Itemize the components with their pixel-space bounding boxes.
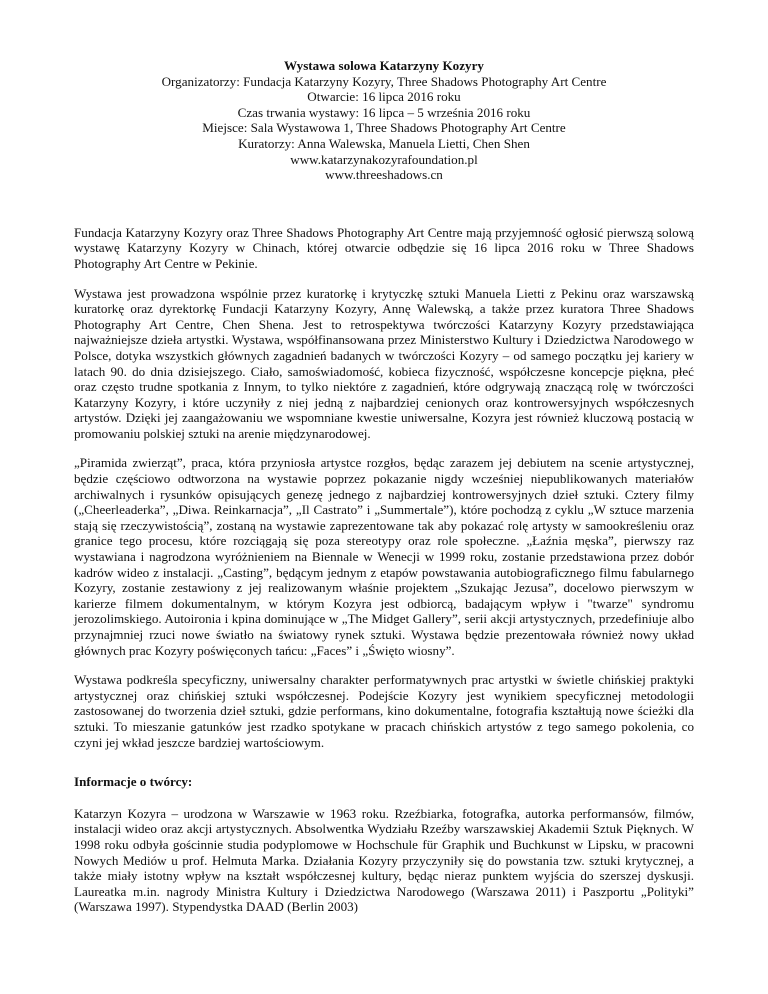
duration-line: Czas trwania wystawy: 16 lipca – 5 września 2016 roku — [237, 104, 531, 120]
threeshadows-url: www.threeshadows.cn — [325, 167, 443, 183]
intro-paragraph: Fundacja Katarzyny Kozyry oraz Three Shadows Photography Art Centre mają przyjemność ogłosić pierwszą solową wystawę Katarzyny Kozyry w Chinach, której otwarcie odbędzie się 16 lipca 2016 roku w Three Shadows Photography Art Centre w Pekinie. — [74, 224, 694, 271]
works-paragraph: „Piramida zwierząt”, praca, która przyniosła artystce rozgłos, będąc zarazem jej debiutem na scenie artystycznej, będzie częściowo odtworzona na wystawie poprzez pokazanie nigdy wcześniej niepublikowanych materiałów archiwalnych i rysunków opisujących genezę jednego z najbardziej kontrowersyjnych dzieł sztuki. Cztery filmy („Cheerleaderka”, „Diwa. Reinkarnacja”, „Il Castrato” i „Summertale”), które pochodzą z cyklu „W sztuce marzenia stają się rzeczywistością”, zostaną na wystawie zaprezentowane tak aby pokazać rolę artysty w samookreśleniu oraz granice tego procesu, które rozciągają się poza stereotypy oraz role społeczne. „Łaźnia męska”, pierwszy raz wystawiana i nagrodzona wyróżnieniem na Biennale w Wenecji w 1999 roku, zostanie przedstawiona przez dobór kadrów wideo z instalacji. „Casting”, będącym jednym z etapów powstawania autobiograficznego filmu fabularnego Kozyry, zostanie zestawiony z jej realizowanym właśnie projektem „Szukając Jezusa”, docelowo pierwszym w karierze filmem dokumentalnym, w którym Kozyra jest odbiorcą, badającym wpływ i "twarze" syndromu jerozolimskiego. Autoironia i kpina dominujące w „The Midget Gallery”, serii akcji artystycznych, przedefiniuje albo przynajmniej rzuci nowe światło na światowy rynek sztuki. Wystawa będzie prezentowała również nowy układ głównych prac Kozyry poświęconych tańcu: „Faces” i „Święto wiosny”. — [74, 455, 694, 658]
venue-line: Miejsce: Sala Wystawowa 1, Three Shadows Photography Art Centre — [202, 120, 566, 136]
organizers-line: Organizatorzy: Fundacja Katarzyny Kozyry, Three Shadows Photography Art Centre — [161, 73, 607, 89]
summary-paragraph: Wystawa podkreśla specyficzny, uniwersalny charakter performatywnych prac artystki w świetle chińskiej praktyki artystycznej oraz chińskiej sztuki współczesnej. Podejście Kozyry jest wynikiem specyficznej metodologii zastosowanej do tworzenia dzieł sztuki, gdzie performans, kino dokumentalne, fotografia kształtują nowe ścieżki dla sztuki. To mieszanie gatunków jest rzadko spotykane w pracach chińskich artystów z tego samego pokolenia, co czyni jej wkład jeszcze bardziej wartościowym. — [74, 672, 694, 750]
document-header — [74, 58, 694, 183]
bio-paragraph: Katarzyn Kozyra – urodzona w Warszawie w 1963 roku. Rzeźbiarka, fotografka, autorka performansów, filmów, instalacji wideo oraz akcji artystycznych. Absolwentka Wydziału Rzeźby warszawskiej Akademii Sztuk Pięknych. W 1998 roku odbyła gościnnie studia podyplomowe w Hochschule für Graphik und Buchkunst w Lipsku, w pracowni Nowych Mediów u prof. Helmuta Marka. Działania Kozyry przyczyniły się do powstania tzw. sztuki krytycznej, a także miały istotny wpływ na kształt współczesnej kultury, będąc nieraz punktem wyjścia do szerszej dyskusji. Laureatka m.in. nagrody Ministra Kultury i Dziedzictwa Narodowego (Warszawa 2011) i Paszportu „Polityki” (Warszawa 1997). Stypendystka DAAD (Berlin 2003) — [74, 805, 694, 915]
document-title: Wystawa solowa Katarzyny Kozyry — [284, 58, 484, 73]
section-heading: Informacje o twórcy: — [74, 774, 193, 790]
document-body — [74, 225, 694, 915]
opening-line: Otwarcie: 16 lipca 2016 roku — [307, 89, 461, 105]
curation-paragraph: Wystawa jest prowadzona wspólnie przez kuratorkę i krytyczkę sztuki Manuela Lietti z Pekinu oraz warszawską kuratorkę oraz dyrektorkę Fundacji Katarzyny Kozyry, Annę Walewską, a także przez kuratora Three Shadows Photography Art Centre, Chen Shena. Jest to retrospektywa twórczości Katarzyny Kozyry przedstawiająca najważniejsze dzieła artystki. Wystawa, współfinansowana przez Ministerstwo Kultury i Dziedzictwa Narodowego w Polsce, dotyka wszystkich głównych zagadnień badanych w twórczości Kozyry – od samego początku jej kariery w latach 90. do dnia dzisiejszego. Ciało, samoświadomość, kobieca fizyczność, współczesne koncepcje piękna, płeć oraz często trudne spotkania z Innym, to tylko niektóre z zagadnień, które odgrywają znaczącą rolę w twórczości Katarzyny Kozyry, i które uczyniły z niej jedną z najbardziej cenionych oraz kontrowersyjnych współczesnych artystów. Dzięki jej zaangażowaniu we wspomniane kwestie uniwersalne, Kozyra jest również kluczową postacią w promowaniu polskiej sztuki na arenie międzynarodowej. — [74, 285, 694, 441]
curators-line: Kuratorzy: Anna Walewska, Manuela Lietti, Chen Shen — [238, 135, 530, 151]
foundation-url: www.katarzynakozyrafoundation.pl — [290, 151, 478, 167]
